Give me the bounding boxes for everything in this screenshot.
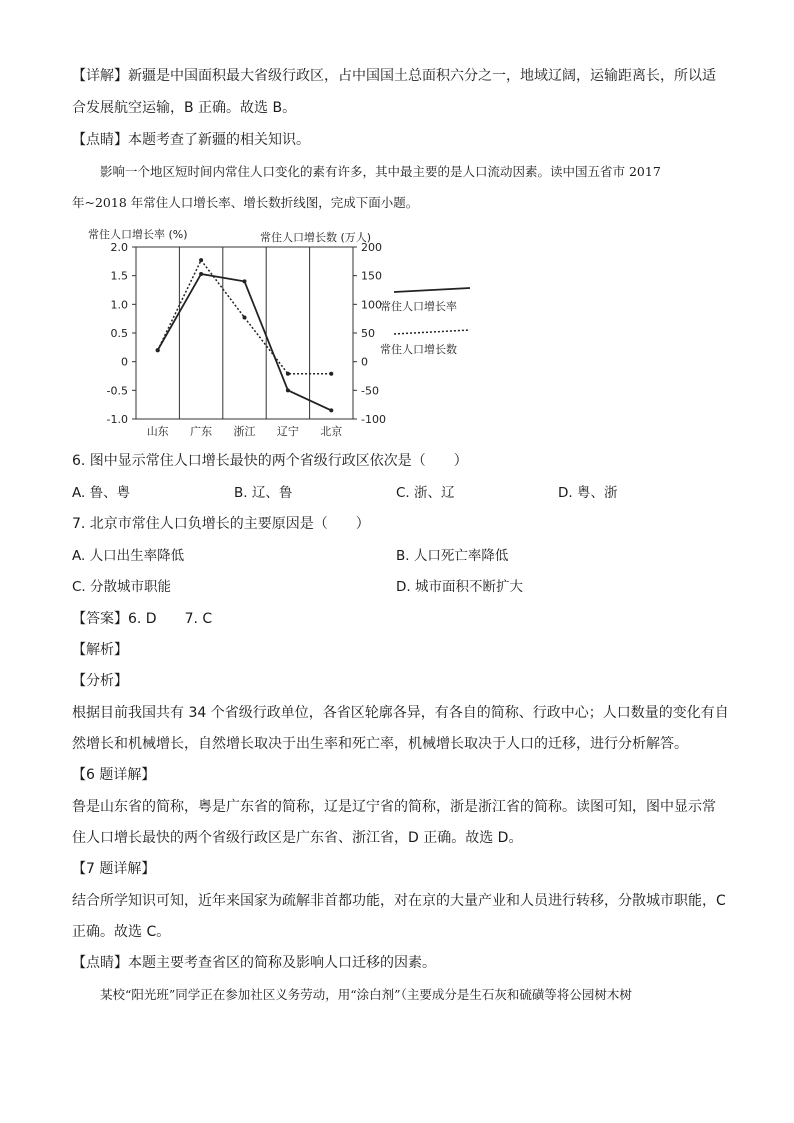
explanation-line: 合发展航空运输，B 正确。故选 B。 xyxy=(72,100,297,116)
left-tick-label: 0 xyxy=(121,355,128,369)
legend-label-rate: 常住人口增长率 xyxy=(380,300,457,313)
data-point xyxy=(329,408,333,412)
q7-option-a: A. 人口出生率降低 xyxy=(72,548,185,564)
left-tick-label: -1.0 xyxy=(106,413,128,426)
category-label: 山东 xyxy=(146,425,169,438)
category-label: 浙江 xyxy=(233,425,256,438)
category-labels xyxy=(147,424,343,438)
legend-solid-line xyxy=(394,288,470,292)
right-axis-title: 常住人口增长数 (万人) xyxy=(260,231,372,244)
right-tick-label: 50 xyxy=(361,327,375,340)
right-tick-label: 150 xyxy=(361,269,382,283)
right-tick-label: 200 xyxy=(361,241,382,254)
intro-line: 影响一个地区短时间内常住人口变化的素有许多，其中最主要的是人口流动因素。读中国五省市 2017 xyxy=(100,164,661,179)
detail-7-heading: 【7 题详解】 xyxy=(72,861,156,877)
detail-6-heading: 【6 题详解】 xyxy=(72,767,156,783)
q6-option-c: C. 浙、辽 xyxy=(396,485,455,501)
left-tick-label: 1.0 xyxy=(110,298,128,312)
fenxi-heading: 【分析】 xyxy=(72,673,128,689)
data-point xyxy=(286,388,290,392)
commentary-line: 【点睛】本题主要考查省区的简称及影响人口迁移的因素。 xyxy=(72,955,436,971)
left-tick-label: -0.5 xyxy=(106,384,128,398)
q6-option-b: B. 辽、鲁 xyxy=(234,485,293,501)
detail-7-line: 正确。故选 C。 xyxy=(72,924,171,940)
analysis-heading: 【解析】 xyxy=(72,642,128,658)
question-7-stem: 7. 北京市常住人口负增长的主要原因是（ ） xyxy=(72,516,370,532)
right-tick-label: -50 xyxy=(361,384,379,398)
right-axis-ticks xyxy=(353,241,386,426)
series-line-rate xyxy=(158,274,332,410)
left-tick-label: 0.5 xyxy=(110,327,128,340)
question-6-stem: 6. 图中显示常住人口增长最快的两个省级行政区依次是（ ） xyxy=(72,453,468,469)
chart-series xyxy=(156,258,334,412)
category-label: 北京 xyxy=(320,425,343,438)
q7-option-c: C. 分散城市职能 xyxy=(72,579,172,595)
category-label: 辽宁 xyxy=(276,425,299,438)
data-point xyxy=(243,316,247,320)
detail-6-line: 住人口增长最快的两个省级行政区是广东省、浙江省，D 正确。故选 D。 xyxy=(72,830,523,846)
explanation-line: 【详解】新疆是中国面积最大省级行政区，占中国国土总面积六分之一，地域辽阔，运输距离长，所以适 xyxy=(72,68,716,84)
q7-option-b: B. 人口死亡率降低 xyxy=(396,548,509,564)
data-point xyxy=(199,272,203,276)
left-axis-title: 常住人口增长率 (%) xyxy=(88,228,188,241)
right-tick-label: 100 xyxy=(361,298,382,312)
left-tick-label: 1.5 xyxy=(110,269,128,283)
data-point xyxy=(286,372,290,376)
detail-6-line: 鲁是山东省的简称，粤是广东省的简称，辽是辽宁省的简称，浙是浙江省的简称。读图可知，图中显示常 xyxy=(72,799,716,815)
data-point xyxy=(156,348,160,352)
q6-option-d: D. 粤、浙 xyxy=(558,485,618,501)
category-label: 广东 xyxy=(190,425,213,438)
chart-grid xyxy=(136,247,353,419)
detail-7-line: 结合所学知识可知，近年来国家为疏解非首都功能，对在京的大量产业和人员进行转移，分散城市职能，C xyxy=(72,893,726,909)
data-point xyxy=(199,258,203,262)
fenxi-line: 根据目前我国共有 34 个省级行政单位，各省区轮廓各异，有各自的简称、行政中心；人口数量的变化有自 xyxy=(72,705,729,721)
q6-option-a: A. 鲁、粤 xyxy=(72,485,131,501)
legend-label-count: 常住人口增长数 xyxy=(380,343,457,356)
right-tick-label: -100 xyxy=(361,413,386,426)
right-tick-label: 0 xyxy=(361,355,368,369)
left-axis-ticks xyxy=(107,241,136,426)
legend-dotted-line xyxy=(394,330,470,334)
commentary-line: 【点睛】本题考查了新疆的相关知识。 xyxy=(72,132,310,148)
answer-line: 【答案】6. D 7. C xyxy=(72,611,213,627)
data-point xyxy=(243,279,247,283)
q7-option-d: D. 城市面积不断扩大 xyxy=(396,579,523,595)
population-growth-chart xyxy=(82,222,502,444)
intro-line: 年~2018 年常住人口增长率、增长数折线图，完成下面小题。 xyxy=(72,195,419,210)
next-question-line: 某校“阳光班”同学正在参加社区义务劳动，用“涂白剂”（主要成分是生石灰和硫磺等将公园树木树 xyxy=(100,987,632,1002)
left-tick-label: 2.0 xyxy=(110,241,128,254)
plot-frame xyxy=(136,247,353,419)
fenxi-line: 然增长和机械增长，自然增长取决于出生率和死亡率，机械增长取决于人口的迁移，进行分析解答。 xyxy=(72,736,688,752)
data-point xyxy=(329,372,333,376)
